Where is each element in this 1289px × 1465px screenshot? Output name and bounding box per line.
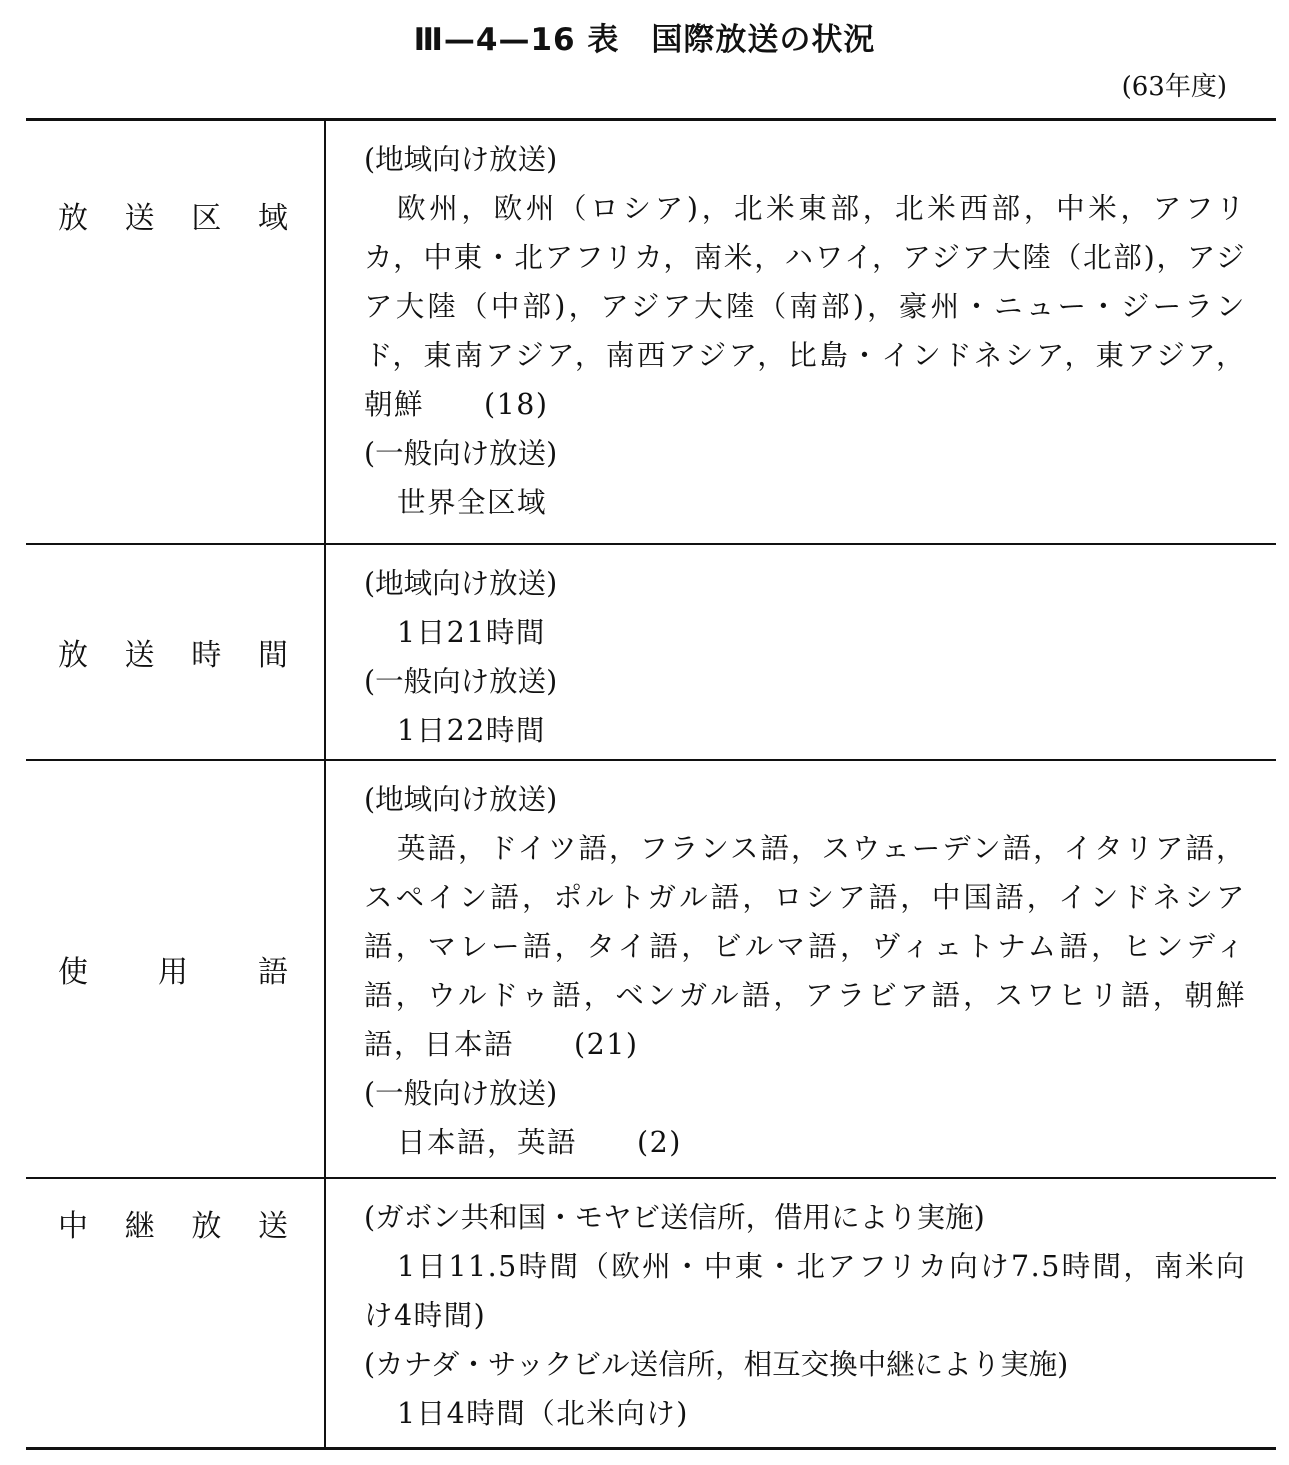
block-heading: (地域向け放送) bbox=[364, 783, 558, 816]
row-label-relay-broadcast: 中 継 放 送 bbox=[58, 1209, 288, 1244]
block-heading: (一般向け放送) bbox=[364, 665, 558, 698]
row-label-languages: 使 用 語 bbox=[58, 955, 288, 990]
block-body: 世界全区域 bbox=[397, 486, 548, 519]
broadcast-table bbox=[26, 118, 1276, 1450]
block-heading: (一般向け放送) bbox=[364, 1077, 558, 1110]
block-body: 欧州，欧州（ロシア)，北米東部，北米西部，中米，アフリカ，中東・北アフリカ，南米，ハワイ，アジア大陸（北部)，アジア大陸（中部)，アジア大陸（南部)，豪州・ニュー・ジーランド，東南アジア，南西アジア，比島・インドネシア，東アジア，朝鮮 (18) bbox=[364, 192, 1246, 421]
table-row-languages bbox=[26, 761, 1276, 1179]
row-label-cell bbox=[26, 121, 326, 543]
block-body: 1日4時間（北米向け) bbox=[397, 1397, 689, 1430]
block-body: 英語，ドイツ語，フランス語，スウェーデン語，イタリア語，スペイン語，ポルトガル語，ロシア語，中国語，インドネシア語，マレー語，タイ語，ビルマ語，ヴィェトナム語，ヒンディ語，ウルドゥ語，ベンガル語，アラビア語，スワヒリ語，朝鮮語，日本語 (21) bbox=[364, 832, 1246, 1061]
block-heading: (地域向け放送) bbox=[364, 143, 558, 176]
row-label-broadcast-area: 放 送 区 域 bbox=[58, 201, 288, 236]
block-heading: (一般向け放送) bbox=[364, 437, 558, 470]
row-label-broadcast-hours: 放 送 時 間 bbox=[58, 638, 288, 673]
block-body: 日本語，英語 (2) bbox=[397, 1126, 682, 1159]
block-body: 1日21時間 bbox=[397, 616, 546, 649]
fiscal-year-note: (63年度) bbox=[1121, 72, 1227, 102]
block-heading: (ガボン共和国・モヤビ送信所，借用により実施) bbox=[364, 1201, 985, 1234]
row-content-broadcast-hours bbox=[326, 545, 1276, 759]
table-title: Ⅲ—4—16 表 国際放送の状況 bbox=[413, 22, 876, 58]
table-row-relay-broadcast bbox=[26, 1179, 1276, 1447]
block-body: 1日22時間 bbox=[397, 714, 546, 747]
block-heading: (地域向け放送) bbox=[364, 567, 558, 600]
row-content-languages bbox=[326, 761, 1276, 1177]
block-heading: (カナダ・サックビル送信所，相互交換中継により実施) bbox=[364, 1348, 1069, 1381]
row-content-broadcast-area bbox=[326, 121, 1276, 543]
row-label-cell bbox=[26, 761, 326, 1177]
block-body: 1日11.5時間（欧州・中東・北アフリカ向け7.5時間，南米向け4時間) bbox=[364, 1250, 1246, 1332]
table-row-broadcast-hours bbox=[26, 545, 1276, 761]
row-label-cell bbox=[26, 545, 326, 759]
row-label-cell bbox=[26, 1179, 326, 1447]
row-content-relay-broadcast bbox=[326, 1179, 1276, 1447]
table-row-broadcast-area bbox=[26, 121, 1276, 545]
